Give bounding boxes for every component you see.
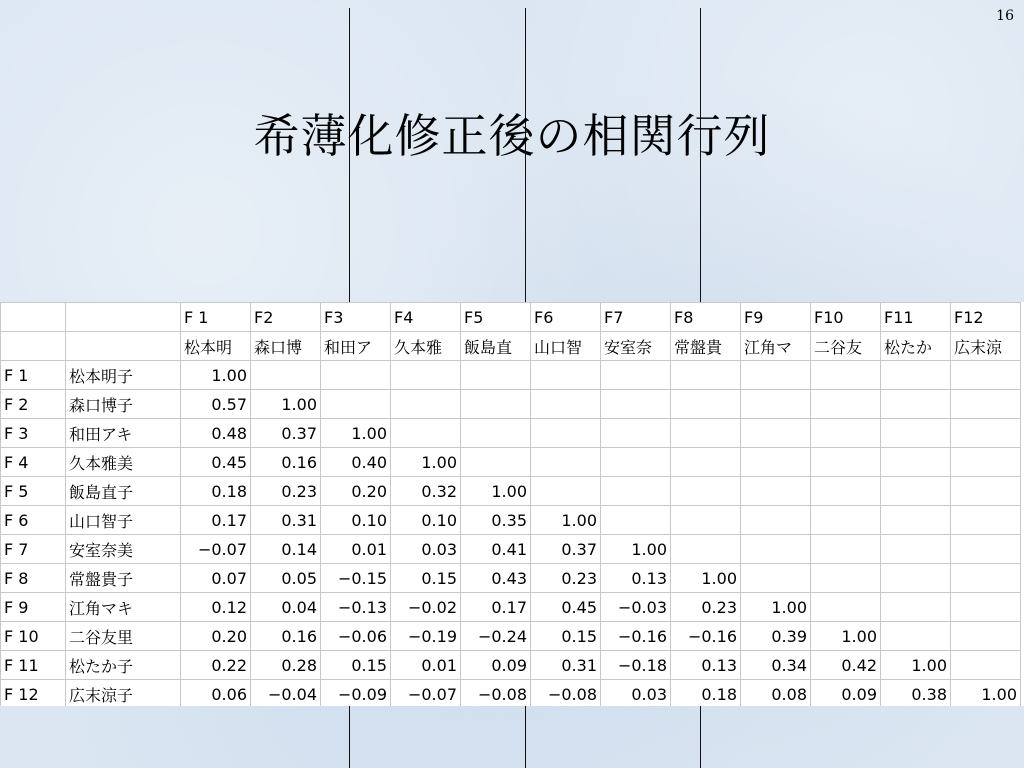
correlation-cell: 0.42 xyxy=(811,651,881,680)
column-name: 森口博 xyxy=(251,332,321,361)
header-row-codes xyxy=(1,303,1021,332)
row-name: 和田アキ xyxy=(66,419,181,448)
correlation-cell: 0.18 xyxy=(671,680,741,707)
correlation-cell: −0.24 xyxy=(461,622,531,651)
header-row-names xyxy=(1,332,1021,361)
column-name: 広末涼 xyxy=(951,332,1021,361)
empty-cell xyxy=(881,390,951,419)
row-name: 松たか子 xyxy=(66,651,181,680)
correlation-cell: 0.23 xyxy=(531,564,601,593)
column-name: 和田ア xyxy=(321,332,391,361)
correlation-cell: −0.08 xyxy=(461,680,531,707)
correlation-cell: 0.34 xyxy=(741,651,811,680)
empty-cell xyxy=(601,419,671,448)
correlation-cell: 0.14 xyxy=(251,535,321,564)
column-name: 常盤貴 xyxy=(671,332,741,361)
correlation-cell: 0.15 xyxy=(531,622,601,651)
correlation-cell: 0.01 xyxy=(391,651,461,680)
empty-cell xyxy=(601,361,671,390)
correlation-cell: 1.00 xyxy=(181,361,251,390)
column-name: 二谷友 xyxy=(811,332,881,361)
correlation-cell: 0.43 xyxy=(461,564,531,593)
correlation-cell: 0.37 xyxy=(531,535,601,564)
empty-cell xyxy=(951,477,1021,506)
empty-cell xyxy=(881,535,951,564)
empty-cell xyxy=(951,651,1021,680)
row-code: F 8 xyxy=(1,564,66,593)
empty-cell xyxy=(951,419,1021,448)
empty-cell xyxy=(531,477,601,506)
empty-cell xyxy=(811,477,881,506)
correlation-cell: 0.04 xyxy=(251,593,321,622)
row-code: F 2 xyxy=(1,390,66,419)
correlation-cell: 0.31 xyxy=(531,651,601,680)
row-name: 広末涼子 xyxy=(66,680,181,707)
correlation-cell: 0.03 xyxy=(391,535,461,564)
empty-cell xyxy=(741,419,811,448)
correlation-cell: 0.13 xyxy=(601,564,671,593)
empty-cell xyxy=(671,448,741,477)
correlation-cell: 0.06 xyxy=(181,680,251,707)
slide-title: 希薄化修正後の相関行列 xyxy=(253,109,771,163)
empty-cell xyxy=(951,361,1021,390)
correlation-cell: 0.17 xyxy=(181,506,251,535)
column-code: F2 xyxy=(251,303,321,332)
empty-cell xyxy=(881,361,951,390)
empty-cell xyxy=(601,506,671,535)
correlation-cell: 0.23 xyxy=(251,477,321,506)
correlation-cell: −0.19 xyxy=(391,622,461,651)
correlation-cell: −0.09 xyxy=(321,680,391,707)
correlation-cell: 0.08 xyxy=(741,680,811,707)
correlation-cell: 1.00 xyxy=(321,419,391,448)
table-row xyxy=(1,390,1021,419)
empty-cell xyxy=(1,303,66,332)
empty-cell xyxy=(321,390,391,419)
correlation-cell: −0.03 xyxy=(601,593,671,622)
correlation-cell: 1.00 xyxy=(391,448,461,477)
spreadsheet xyxy=(0,302,1024,706)
correlation-cell: 1.00 xyxy=(811,622,881,651)
correlation-cell: 0.15 xyxy=(321,651,391,680)
empty-cell xyxy=(601,448,671,477)
table-row xyxy=(1,506,1021,535)
empty-cell xyxy=(951,564,1021,593)
empty-cell xyxy=(811,448,881,477)
correlation-cell: 1.00 xyxy=(251,390,321,419)
empty-cell xyxy=(951,448,1021,477)
empty-cell xyxy=(461,448,531,477)
correlation-cell: −0.13 xyxy=(321,593,391,622)
empty-cell xyxy=(741,506,811,535)
column-name: 飯島直 xyxy=(461,332,531,361)
correlation-cell: −0.06 xyxy=(321,622,391,651)
correlation-cell: 0.17 xyxy=(461,593,531,622)
correlation-cell: 0.41 xyxy=(461,535,531,564)
empty-cell xyxy=(461,390,531,419)
row-name: 二谷友里 xyxy=(66,622,181,651)
column-name: 久本雅 xyxy=(391,332,461,361)
empty-cell xyxy=(741,361,811,390)
row-code: F 10 xyxy=(1,622,66,651)
row-code: F 5 xyxy=(1,477,66,506)
correlation-cell: −0.02 xyxy=(391,593,461,622)
empty-cell xyxy=(601,477,671,506)
empty-cell xyxy=(811,506,881,535)
column-name: 安室奈 xyxy=(601,332,671,361)
correlation-cell: 0.10 xyxy=(391,506,461,535)
table-row xyxy=(1,651,1021,680)
empty-cell xyxy=(391,390,461,419)
row-code: F 12 xyxy=(1,680,66,707)
empty-cell xyxy=(811,593,881,622)
empty-cell xyxy=(461,361,531,390)
correlation-cell: 0.10 xyxy=(321,506,391,535)
correlation-cell: 0.13 xyxy=(671,651,741,680)
row-name: 久本雅美 xyxy=(66,448,181,477)
correlation-cell: −0.18 xyxy=(601,651,671,680)
empty-cell xyxy=(881,506,951,535)
column-name: 江角マ xyxy=(741,332,811,361)
correlation-cell: −0.07 xyxy=(181,535,251,564)
row-code: F 4 xyxy=(1,448,66,477)
column-name: 松たか xyxy=(881,332,951,361)
empty-cell xyxy=(741,477,811,506)
correlation-cell: 0.40 xyxy=(321,448,391,477)
correlation-cell: 0.45 xyxy=(531,593,601,622)
empty-cell xyxy=(951,593,1021,622)
correlation-cell: 0.12 xyxy=(181,593,251,622)
correlation-cell: −0.16 xyxy=(601,622,671,651)
correlation-matrix-table xyxy=(0,302,1021,706)
empty-cell xyxy=(671,390,741,419)
empty-cell xyxy=(811,419,881,448)
empty-cell xyxy=(601,390,671,419)
table-row xyxy=(1,361,1021,390)
column-code: F7 xyxy=(601,303,671,332)
row-name: 松本明子 xyxy=(66,361,181,390)
empty-cell xyxy=(461,419,531,448)
empty-cell xyxy=(321,361,391,390)
column-code: F9 xyxy=(741,303,811,332)
empty-cell xyxy=(951,506,1021,535)
correlation-cell: 0.31 xyxy=(251,506,321,535)
correlation-cell: 0.18 xyxy=(181,477,251,506)
correlation-cell: 1.00 xyxy=(531,506,601,535)
empty-cell xyxy=(741,448,811,477)
correlation-cell: 0.05 xyxy=(251,564,321,593)
row-code: F 3 xyxy=(1,419,66,448)
correlation-cell: 0.48 xyxy=(181,419,251,448)
empty-cell xyxy=(531,390,601,419)
empty-cell xyxy=(1,332,66,361)
empty-cell xyxy=(531,361,601,390)
correlation-cell: 1.00 xyxy=(881,651,951,680)
correlation-cell: 1.00 xyxy=(741,593,811,622)
empty-cell xyxy=(66,332,181,361)
correlation-cell: 0.03 xyxy=(601,680,671,707)
correlation-cell: 0.32 xyxy=(391,477,461,506)
empty-cell xyxy=(741,564,811,593)
empty-cell xyxy=(881,477,951,506)
row-code: F 7 xyxy=(1,535,66,564)
table-row xyxy=(1,564,1021,593)
correlation-cell: 0.39 xyxy=(741,622,811,651)
empty-cell xyxy=(741,390,811,419)
empty-cell xyxy=(811,390,881,419)
page-number: 16 xyxy=(996,8,1014,24)
correlation-cell: 1.00 xyxy=(461,477,531,506)
column-code: F 1 xyxy=(181,303,251,332)
column-code: F8 xyxy=(671,303,741,332)
empty-cell xyxy=(881,622,951,651)
row-name: 飯島直子 xyxy=(66,477,181,506)
correlation-cell: −0.07 xyxy=(391,680,461,707)
row-name: 江角マキ xyxy=(66,593,181,622)
column-code: F12 xyxy=(951,303,1021,332)
row-name: 安室奈美 xyxy=(66,535,181,564)
column-name: 山口智 xyxy=(531,332,601,361)
empty-cell xyxy=(811,361,881,390)
empty-cell xyxy=(741,535,811,564)
empty-cell xyxy=(531,448,601,477)
row-code: F 11 xyxy=(1,651,66,680)
table-row xyxy=(1,593,1021,622)
table-row xyxy=(1,448,1021,477)
table-row xyxy=(1,477,1021,506)
empty-cell xyxy=(951,622,1021,651)
table-row xyxy=(1,622,1021,651)
correlation-cell: −0.15 xyxy=(321,564,391,593)
correlation-cell: 1.00 xyxy=(601,535,671,564)
correlation-cell: 0.57 xyxy=(181,390,251,419)
table-row xyxy=(1,419,1021,448)
correlation-cell: 0.01 xyxy=(321,535,391,564)
column-code: F6 xyxy=(531,303,601,332)
correlation-cell: 0.09 xyxy=(811,680,881,707)
row-code: F 9 xyxy=(1,593,66,622)
empty-cell xyxy=(881,593,951,622)
correlation-cell: −0.08 xyxy=(531,680,601,707)
empty-cell xyxy=(881,448,951,477)
row-code: F 1 xyxy=(1,361,66,390)
correlation-cell: 0.28 xyxy=(251,651,321,680)
empty-cell xyxy=(811,564,881,593)
correlation-cell: 0.23 xyxy=(671,593,741,622)
correlation-cell: 0.20 xyxy=(321,477,391,506)
column-code: F5 xyxy=(461,303,531,332)
column-code: F4 xyxy=(391,303,461,332)
correlation-cell: 1.00 xyxy=(671,564,741,593)
correlation-cell: −0.04 xyxy=(251,680,321,707)
correlation-cell: 0.45 xyxy=(181,448,251,477)
correlation-cell: 0.07 xyxy=(181,564,251,593)
column-name: 松本明 xyxy=(181,332,251,361)
empty-cell xyxy=(951,390,1021,419)
empty-cell xyxy=(391,419,461,448)
empty-cell xyxy=(671,477,741,506)
empty-cell xyxy=(671,361,741,390)
correlation-cell: 0.16 xyxy=(251,622,321,651)
empty-cell xyxy=(251,361,321,390)
empty-cell xyxy=(531,419,601,448)
column-code: F10 xyxy=(811,303,881,332)
correlation-cell: 0.09 xyxy=(461,651,531,680)
empty-cell xyxy=(881,419,951,448)
row-code: F 6 xyxy=(1,506,66,535)
correlation-cell: 0.22 xyxy=(181,651,251,680)
table-row xyxy=(1,680,1021,707)
empty-cell xyxy=(881,564,951,593)
column-code: F3 xyxy=(321,303,391,332)
row-name: 山口智子 xyxy=(66,506,181,535)
correlation-cell: 0.37 xyxy=(251,419,321,448)
correlation-cell: 0.20 xyxy=(181,622,251,651)
empty-cell xyxy=(66,303,181,332)
table-row xyxy=(1,535,1021,564)
correlation-cell: 0.38 xyxy=(881,680,951,707)
row-name: 森口博子 xyxy=(66,390,181,419)
empty-cell xyxy=(391,361,461,390)
empty-cell xyxy=(671,506,741,535)
correlation-cell: −0.16 xyxy=(671,622,741,651)
empty-cell xyxy=(811,535,881,564)
correlation-cell: 0.16 xyxy=(251,448,321,477)
column-code: F11 xyxy=(881,303,951,332)
correlation-cell: 1.00 xyxy=(951,680,1021,707)
row-name: 常盤貴子 xyxy=(66,564,181,593)
empty-cell xyxy=(951,535,1021,564)
empty-cell xyxy=(671,419,741,448)
empty-cell xyxy=(671,535,741,564)
correlation-cell: 0.15 xyxy=(391,564,461,593)
correlation-cell: 0.35 xyxy=(461,506,531,535)
